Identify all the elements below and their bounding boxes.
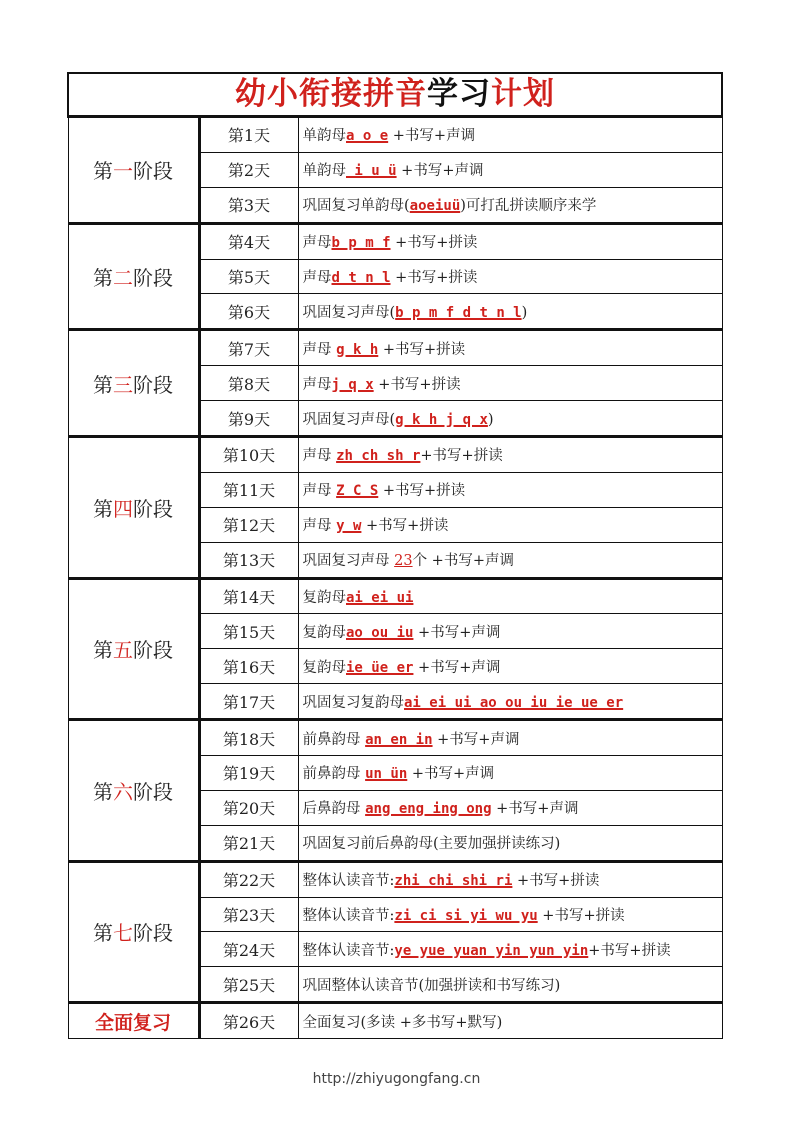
content-cell — [298, 825, 722, 861]
table-row — [68, 861, 722, 897]
pinyin-highlight: b p m f — [331, 235, 391, 252]
content-text: 巩固复习前后鼻韵母(主要加强拼读练习) — [302, 836, 561, 853]
pinyin-highlight: d t n l — [331, 270, 391, 286]
table-row — [68, 223, 722, 259]
stage-prefix: 第 — [93, 496, 113, 521]
stage-number: 六 — [113, 779, 133, 804]
content-text-after: +书写+拼读 — [361, 518, 449, 535]
stage-prefix: 第 — [93, 921, 113, 946]
table-row — [68, 720, 722, 756]
content-cell — [298, 472, 722, 507]
day-cell: 第22天 — [199, 861, 298, 897]
content-text-after: +书写+拼读 — [512, 873, 600, 890]
stage-prefix: 第 — [93, 372, 113, 397]
day-cell: 第21天 — [199, 825, 298, 861]
content-text: 巩固复习单韵母( — [302, 198, 410, 215]
stage-prefix: 第 — [93, 266, 113, 290]
content-cell — [298, 967, 722, 1003]
content-cell — [298, 152, 722, 187]
count-highlight: 23 — [394, 553, 413, 570]
content-text: 声母 — [302, 270, 332, 286]
content-cell — [298, 932, 722, 967]
content-text-after: +书写+声调 — [491, 801, 579, 818]
pinyin-highlight: ao ou iu — [346, 624, 414, 641]
stage-number: 一 — [113, 159, 133, 184]
day-cell: 第16天 — [199, 649, 298, 684]
pinyin-highlight: an en in — [365, 731, 433, 748]
day-cell: 第25天 — [199, 967, 298, 1003]
content-cell — [298, 223, 722, 259]
content-text: 声母 — [302, 518, 337, 535]
content-text-after: ) — [521, 304, 528, 321]
pinyin-highlight: g k h — [336, 341, 379, 358]
pinyin-highlight: ye yue yuan yin yun yin — [394, 942, 589, 959]
content-text-after: +书写+声调 — [388, 128, 476, 145]
stage-label — [68, 223, 199, 330]
title-part-3: 计划 — [491, 76, 555, 112]
pinyin-highlight: a o e — [346, 128, 389, 145]
pinyin-highlight: y w — [336, 518, 362, 535]
day-cell: 第4天 — [199, 223, 298, 259]
content-text-after: +书写+声调 — [396, 163, 484, 180]
content-cell — [298, 437, 722, 473]
day-cell: 第19天 — [199, 756, 298, 791]
day-cell: 第18天 — [199, 720, 298, 756]
title-row — [68, 73, 722, 117]
content-cell — [298, 507, 722, 542]
content-text: 声母 — [302, 341, 337, 358]
table-row-final — [68, 1003, 722, 1039]
table-row — [68, 578, 722, 614]
final-stage-label: 全面复习 — [68, 1003, 199, 1039]
content-text-after: 个 +书写+声调 — [412, 553, 514, 570]
day-cell: 第1天 — [199, 117, 298, 153]
day-cell: 第12天 — [199, 507, 298, 542]
content-text-after: +书写+拼读 — [390, 270, 478, 286]
content-text: 前鼻韵母 — [302, 766, 366, 783]
stage-suffix: 阶段 — [133, 372, 173, 397]
stage-suffix: 阶段 — [133, 779, 173, 804]
day-cell: 第15天 — [199, 614, 298, 649]
day-cell: 第24天 — [199, 932, 298, 967]
content-cell — [298, 614, 722, 649]
content-text: 复韵母 — [302, 659, 346, 676]
content-text: 单韵母 — [302, 163, 346, 180]
content-text: 声母 — [302, 448, 337, 465]
day-cell: 第13天 — [199, 542, 298, 578]
page-title — [235, 76, 555, 112]
pinyin-highlight: zi ci si yi wu yu — [394, 908, 538, 925]
content-text: 声母 — [302, 376, 332, 393]
stage-label — [68, 437, 199, 579]
content-text: 整体认读音节: — [302, 908, 395, 925]
day-cell: 第23天 — [199, 897, 298, 932]
day-cell: 第8天 — [199, 366, 298, 401]
content-text: 巩固复习声母( — [302, 304, 396, 321]
content-cell — [298, 294, 722, 330]
content-text: 复韵母 — [302, 590, 346, 607]
content-text-after: +书写+拼读 — [537, 908, 625, 925]
pinyin-highlight: zh ch sh r — [336, 448, 421, 465]
content-text: 复韵母 — [302, 624, 346, 641]
content-cell — [298, 897, 722, 932]
pinyin-highlight: b p m f d t n l — [395, 304, 522, 321]
pinyin-highlight: zhi chi shi ri — [394, 873, 513, 890]
content-cell — [298, 187, 722, 223]
footer-url: http://zhiyugongfang.cn — [312, 1071, 481, 1087]
stage-number: 三 — [113, 372, 133, 397]
stage-label — [68, 330, 199, 437]
pinyin-highlight: ie üe er — [346, 659, 414, 676]
content-text-after: +书写+拼读 — [390, 235, 478, 252]
stage-number: 四 — [113, 496, 133, 521]
content-text: 全面复习(多读 +多书写+默写) — [302, 1014, 503, 1031]
title-cell — [68, 73, 722, 117]
content-cell — [298, 117, 722, 153]
pinyin-highlight: aoeiuü — [409, 198, 461, 215]
content-cell — [298, 790, 722, 825]
stage-suffix: 阶段 — [133, 159, 173, 184]
stage-label — [68, 720, 199, 862]
study-plan-table — [67, 72, 723, 1039]
stage-suffix: 阶段 — [133, 921, 173, 946]
pinyin-highlight: g k h j q x — [395, 411, 488, 428]
pinyin-highlight: un ün — [365, 766, 408, 783]
day-cell: 第17天 — [199, 684, 298, 720]
stage-number: 五 — [113, 638, 133, 663]
stage-number: 二 — [113, 266, 133, 290]
content-text-after: +书写+声调 — [407, 766, 495, 783]
pinyin-highlight: ai ei ui — [346, 590, 414, 607]
stage-number: 七 — [113, 921, 133, 946]
day-cell: 第14天 — [199, 578, 298, 614]
content-cell — [298, 1003, 722, 1039]
day-cell: 第10天 — [199, 437, 298, 473]
content-text-after: +书写+声调 — [432, 731, 520, 748]
content-cell — [298, 861, 722, 897]
content-text: 声母 — [302, 483, 337, 500]
day-cell: 第3天 — [199, 187, 298, 223]
stage-label — [68, 861, 199, 1003]
day-cell: 第11天 — [199, 472, 298, 507]
content-cell — [298, 720, 722, 756]
content-text-after: ) — [487, 411, 494, 428]
pinyin-highlight: i u ü — [346, 163, 397, 180]
content-text-after: +书写+声调 — [413, 624, 501, 641]
content-text: 后鼻韵母 — [302, 801, 366, 818]
day-cell: 第20天 — [199, 790, 298, 825]
pinyin-highlight: ai ei ui ao ou iu ie ue er — [404, 694, 624, 711]
pinyin-highlight: j q x — [331, 376, 374, 393]
content-text-after: +书写+拼读 — [378, 483, 466, 500]
content-text-after: +书写+拼读 — [378, 341, 466, 358]
stage-prefix: 第 — [93, 159, 113, 184]
content-cell — [298, 366, 722, 401]
content-text-after: +书写+声调 — [413, 659, 501, 676]
content-cell — [298, 684, 722, 720]
stage-label — [68, 578, 199, 720]
table-row — [68, 117, 722, 153]
content-text: 巩固复习声母 — [302, 553, 395, 570]
stage-prefix: 第 — [93, 779, 113, 804]
day-cell: 第26天 — [199, 1003, 298, 1039]
stage-suffix: 阶段 — [133, 638, 173, 663]
stage-suffix: 阶段 — [133, 266, 173, 290]
content-cell — [298, 542, 722, 578]
content-cell — [298, 756, 722, 791]
title-part-2: 学习 — [427, 76, 491, 112]
content-text: 前鼻韵母 — [302, 731, 366, 748]
content-text-after: +书写+拼读 — [373, 376, 461, 393]
content-text: 巩固整体认读音节(加强拼读和书写练习) — [302, 977, 561, 994]
content-cell — [298, 578, 722, 614]
content-text: 整体认读音节: — [302, 942, 395, 959]
content-cell — [298, 330, 722, 366]
table-row — [68, 437, 722, 473]
day-cell: 第9天 — [199, 401, 298, 437]
day-cell: 第5天 — [199, 259, 298, 294]
day-cell: 第6天 — [199, 294, 298, 330]
pinyin-highlight: Z C S — [336, 483, 379, 500]
day-cell: 第7天 — [199, 330, 298, 366]
content-text-after: +书写+拼读 — [588, 942, 671, 959]
content-text-after: +书写+拼读 — [420, 448, 503, 465]
content-cell — [298, 259, 722, 294]
pinyin-highlight: ang eng ing ong — [365, 801, 492, 818]
content-text: 单韵母 — [302, 128, 346, 145]
day-cell: 第2天 — [199, 152, 298, 187]
stage-prefix: 第 — [93, 638, 113, 663]
title-part-1: 幼小衔接拼音 — [235, 76, 427, 112]
content-text: 巩固复习声母( — [302, 411, 396, 428]
content-text-after: )可打乱拼读顺序来学 — [460, 198, 597, 215]
content-cell — [298, 401, 722, 437]
stage-label — [68, 117, 199, 224]
content-text: 巩固复习复韵母 — [302, 694, 404, 711]
table-row — [68, 330, 722, 366]
stage-suffix: 阶段 — [133, 496, 173, 521]
content-text: 声母 — [302, 235, 332, 252]
content-cell — [298, 649, 722, 684]
content-text: 整体认读音节: — [302, 873, 395, 890]
